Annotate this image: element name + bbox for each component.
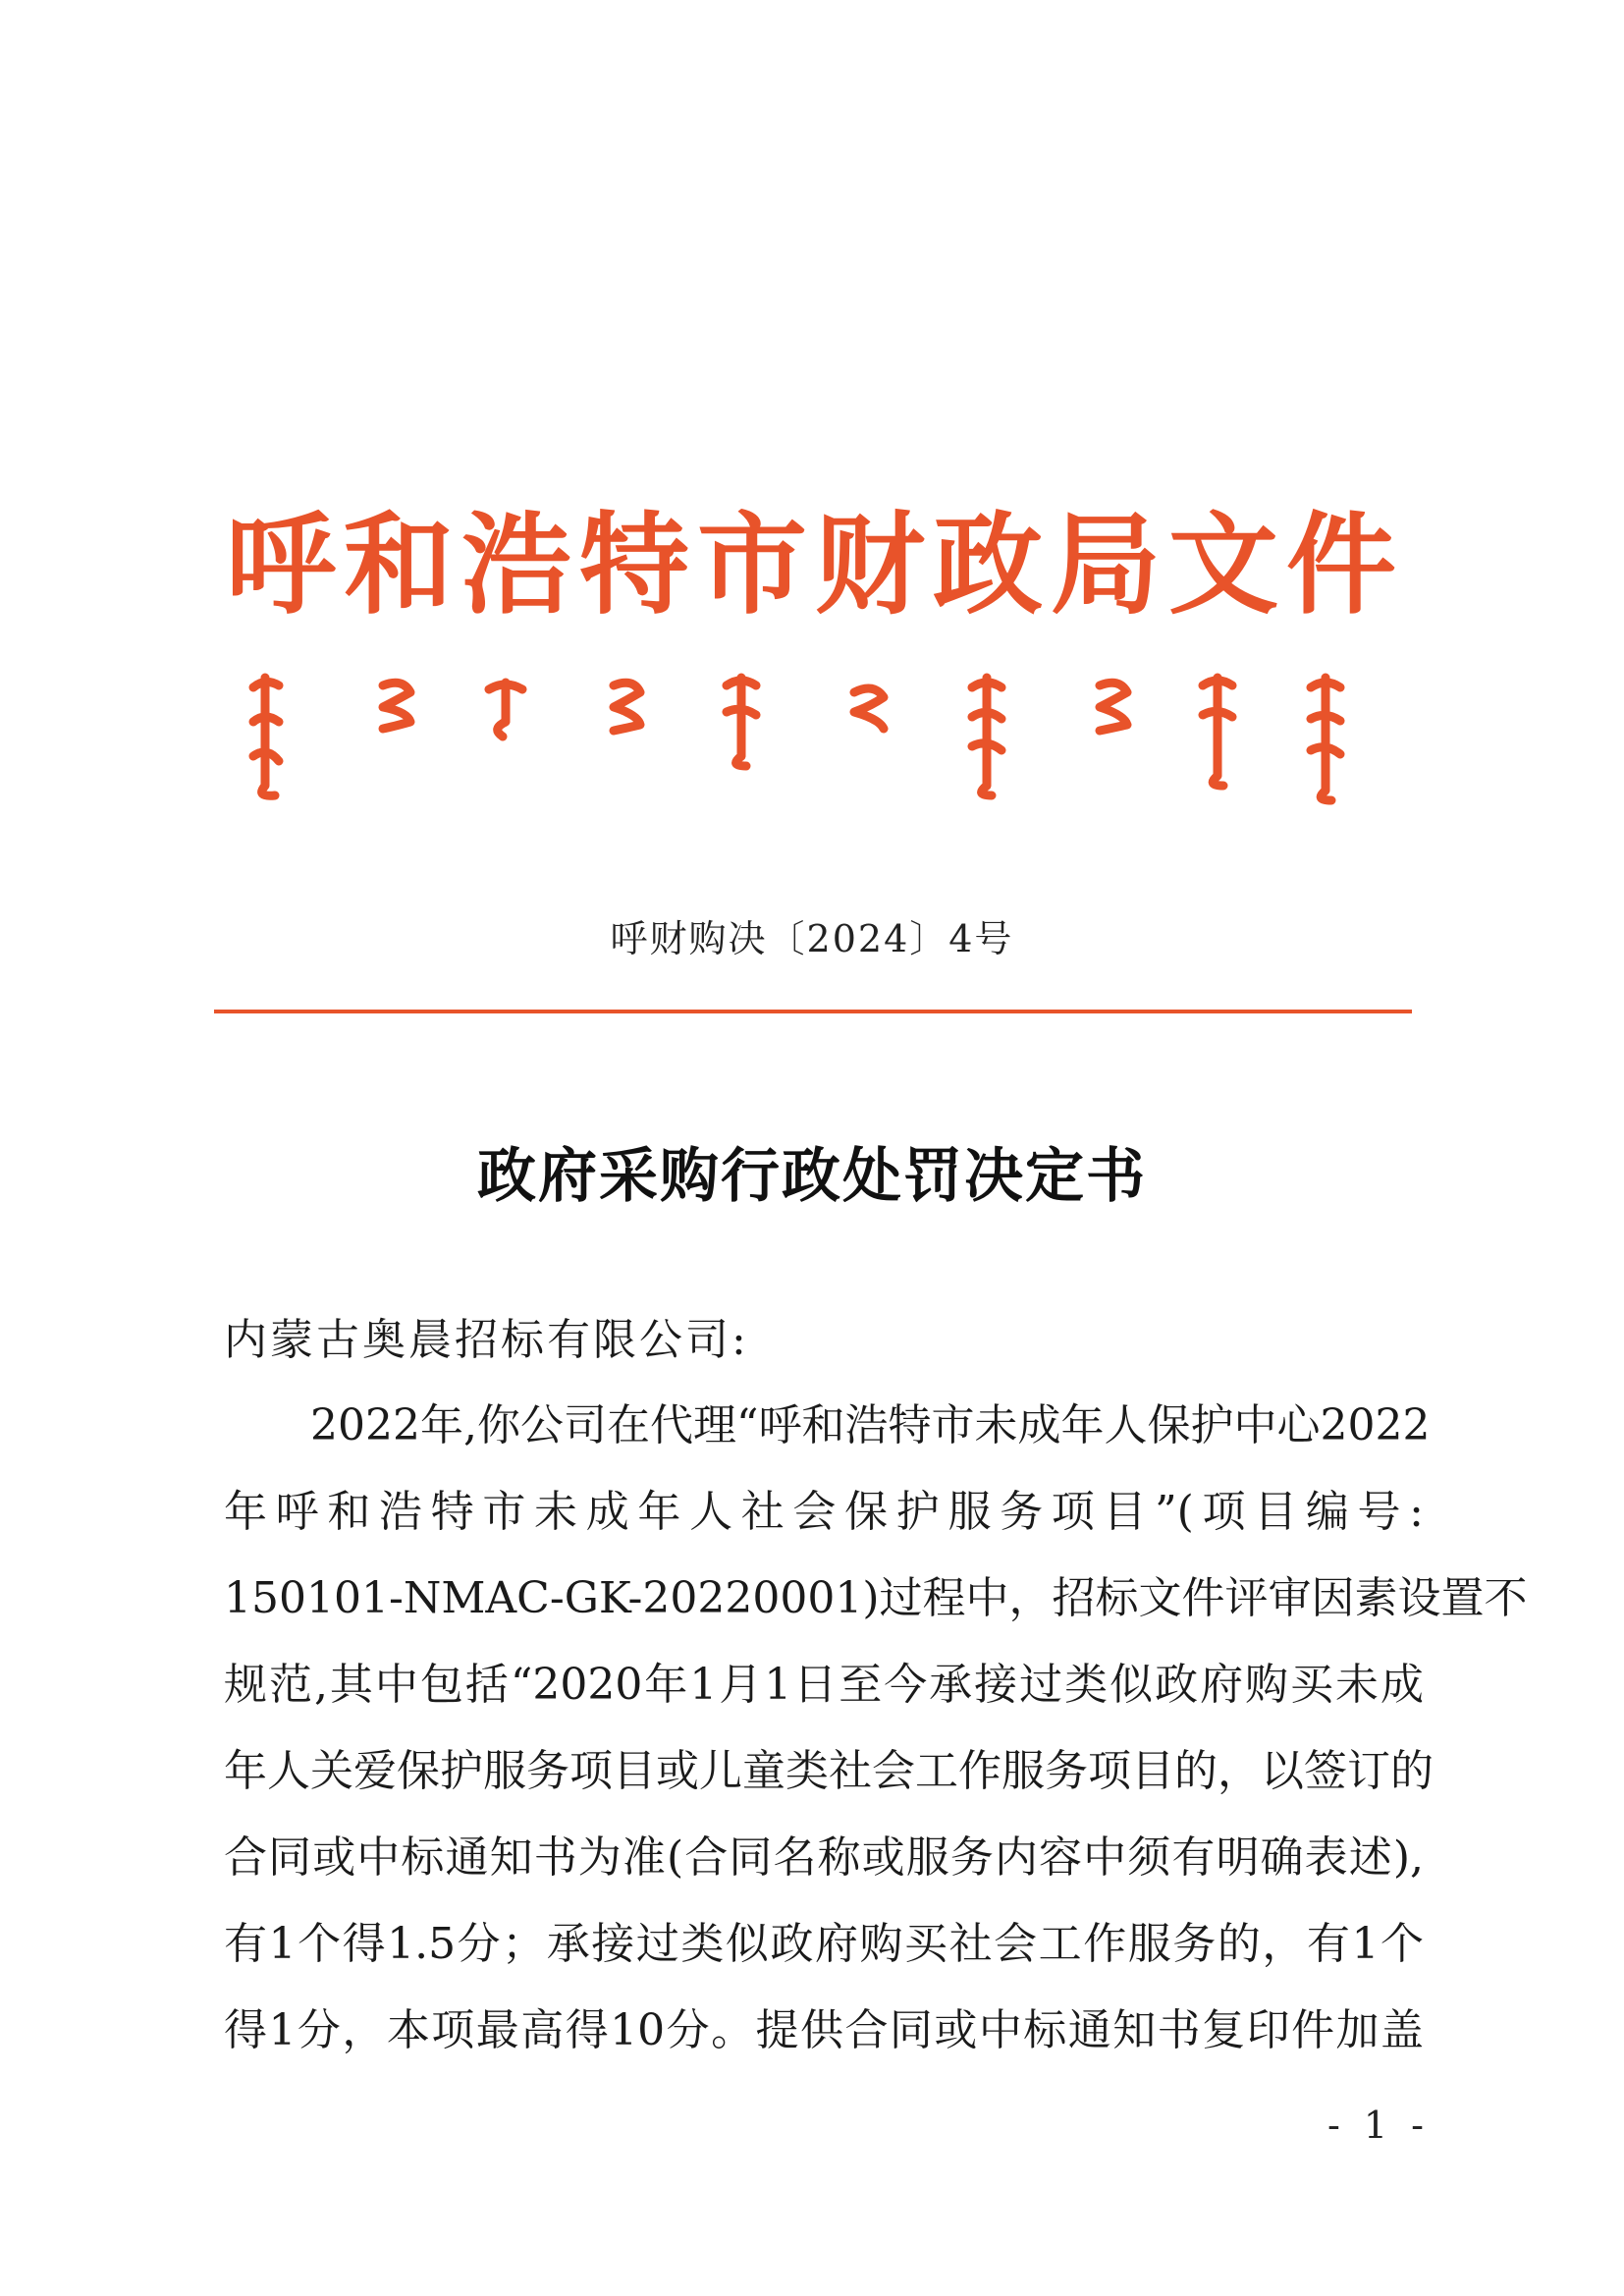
body-line: 得1分，本项最高得10分。提供合同或中标通知书复印件加盖 — [224, 2005, 1424, 2055]
body-line: 2022年,你公司在代理“呼和浩特市未成年人保护中心2022 — [310, 1400, 1431, 1450]
mongolian-script-masthead-icon — [245, 668, 1375, 805]
body-line: 年人关爱保护服务项目或儿童类社会工作服务项目的，以签订的 — [224, 1746, 1434, 1796]
body-line: 有1个得1.5分；承接过类似政府购买社会工作服务的，有1个 — [224, 1919, 1424, 1969]
body-line: 合同或中标通知书为准(合同名称或服务内容中须有明确表述), — [224, 1832, 1424, 1883]
masthead-title: 呼和浩特市财政局文件 — [226, 501, 1404, 629]
body-line: 规范,其中包括“2020年1月1日至今承接过类似政府购买未成 — [224, 1660, 1424, 1710]
addressee: 内蒙古奥晨招标有限公司: — [224, 1315, 749, 1365]
red-divider-line — [214, 1010, 1412, 1013]
page-number: - 1 - — [1326, 2104, 1430, 2147]
body-text — [224, 1383, 1528, 2074]
document-number: 呼财购决〔2024〕4号 — [610, 917, 1014, 960]
document-title: 政府采购行政处罚决定书 — [477, 1142, 1147, 1211]
body-line: 150101-NMAC-GK-20220001)过程中，招标文件评审因素设置不 — [224, 1573, 1528, 1623]
body-line: 年呼和浩特市未成年人社会保护服务项目”(项目编号: — [224, 1487, 1424, 1537]
